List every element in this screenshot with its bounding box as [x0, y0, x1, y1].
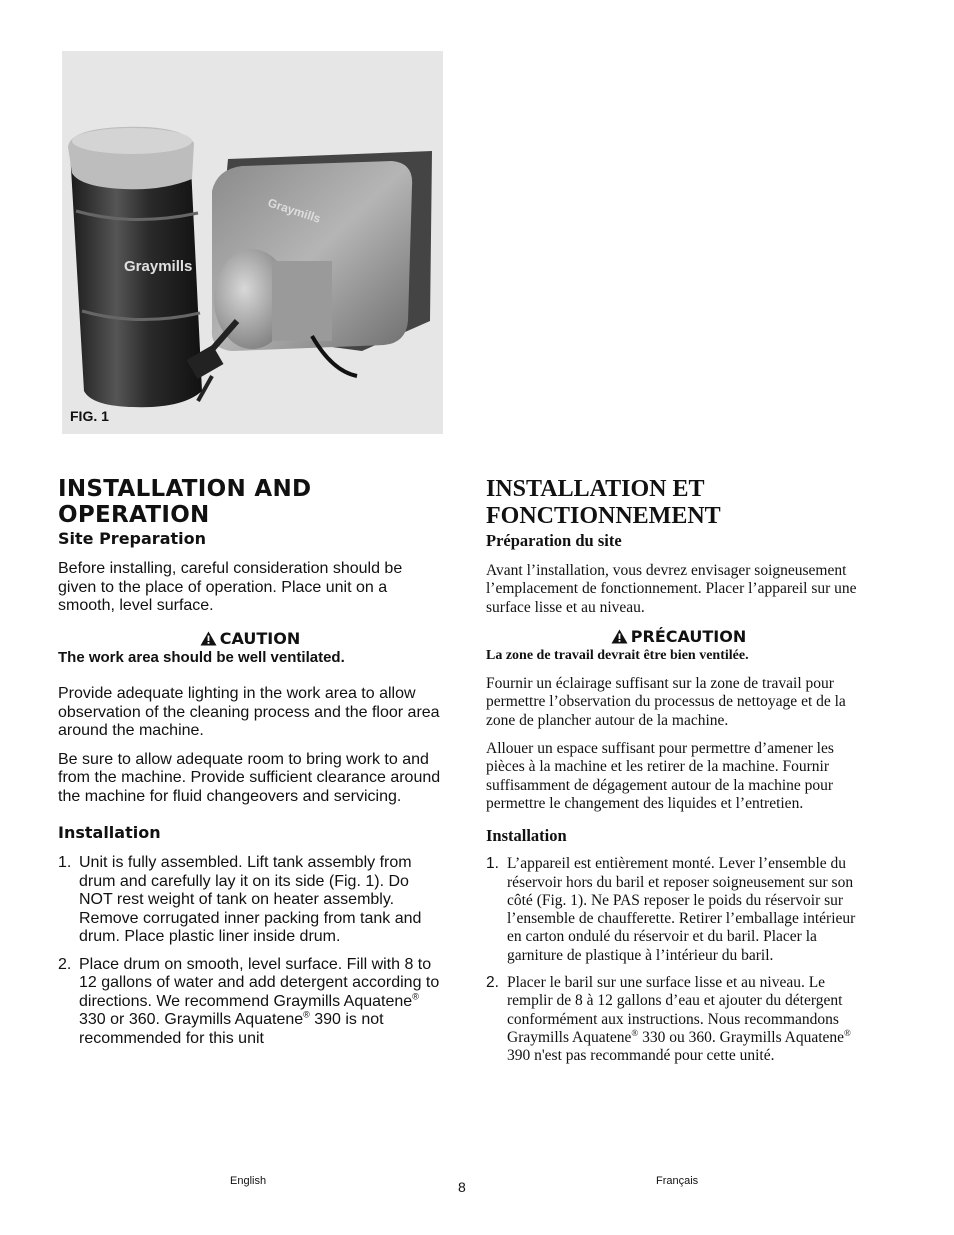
english-room-text: Be sure to allow adequate room to bring work to and from the machine. Provide sufficient clearance around the machine for fluid changeovers and servicing.: [58, 750, 441, 805]
french-installation-heading: Installation: [486, 826, 567, 846]
english-site-text: Before installing, careful consideration should be given to the place of operation. Place unit on a smooth, level surface.: [58, 560, 403, 614]
registered-mark: ®: [412, 991, 419, 1002]
step-text-part: 330 ou 360. Graymills Aquatene: [638, 1028, 845, 1046]
step-number: 1.: [486, 855, 499, 873]
french-caution-heading: [486, 627, 871, 647]
step-number: 2.: [486, 974, 499, 992]
english-caution-text: The work area should be well ventilated.: [58, 648, 345, 666]
english-title: INSTALLATION AND OPERATION: [58, 476, 312, 528]
step-text-part: Place drum on smooth, level surface. Fill with 8 to 12 gallons of water and add detergent according to directions. We recommend Graymills Aquatene: [79, 955, 440, 1010]
english-lighting-text: Provide adequate lighting in the work area to allow observation of the cleaning process and the floor area around the machine.: [58, 685, 440, 739]
step-text-part: Placer le baril sur une surface lisse et au niveau. Le remplir de 8 à 12 gallons d’eau et ajouter du détergent conformément aux instructions. Nous recommandons Graymills Aquatene: [507, 974, 843, 1046]
warning-icon: [200, 631, 217, 646]
list-item: [58, 854, 442, 947]
french-caution-label: PRÉCAUTION: [630, 626, 747, 646]
footer-language-french: Français: [656, 1175, 699, 1187]
french-site-heading: Préparation du site: [486, 531, 622, 550]
registered-mark: ®: [631, 1027, 639, 1038]
figure-photo: [62, 51, 443, 434]
french-caution-text: La zone de travail devrait être bien ventilée.: [486, 647, 749, 663]
tank-brand-text: Graymills: [266, 195, 323, 226]
figure-label: FIG. 1: [70, 408, 109, 424]
parts-washer-illustration: [62, 51, 443, 434]
list-item: [58, 956, 442, 1049]
english-caution-heading: [58, 629, 442, 649]
drum-brand-text: Graymills: [124, 258, 193, 275]
french-room-text: Allouer un espace suffisant pour permettre d’amener les pièces à la machine et les retirer de la machine. Fournir suffisamment de dégagement autour de la machine pour permettre le changement des liquides et l’entretien.: [486, 740, 834, 812]
english-installation-heading: Installation: [58, 823, 161, 842]
list-item: [486, 855, 871, 965]
french-site-text: Avant l’installation, vous devrez envisager soigneusement l’emplacement de fonctionnement. Placer l’appareil sur une surface lisse et au niveau.: [486, 562, 857, 616]
registered-mark: ®: [844, 1027, 851, 1038]
drum: [68, 127, 202, 407]
step-text-part: 390 is not recommended for this unit: [79, 1011, 384, 1047]
footer-language-english: English: [230, 1175, 267, 1187]
registered-mark: ®: [303, 1009, 310, 1020]
list-item: [486, 974, 871, 1065]
french-title: INSTALLATION ET FONCTIONNEMENT: [486, 476, 721, 529]
step-number: 1.: [58, 854, 72, 871]
page-number: 8: [458, 1179, 466, 1195]
step-text: L’appareil est entièrement monté. Lever l’ensemble du réservoir hors du baril et reposer soigneusement sur son côté (Fig. 1). Ne PAS reposer le poids du réservoir sur l’ensemble de chaufferette. Retirer l’emballage intérieur en carton ondulé du réservoir et du baril. Placer la garniture de plastique à l’intérieur du baril.: [507, 855, 856, 964]
french-lighting-text: Fournir un éclairage suffisant sur la zone de travail pour permettre l’observation du processus de nettoyage et de la zone de plancher autour de la machine.: [486, 675, 846, 729]
english-site-heading: Site Preparation: [58, 529, 206, 548]
french-steps: [486, 855, 871, 1065]
step-text-part: 390 n'est pas recommandé pour cette unité.: [507, 1047, 775, 1065]
step-text-part: 330 or 360. Graymills Aquatene: [79, 1011, 304, 1028]
step-number: 2.: [58, 955, 72, 973]
french-column: [486, 476, 871, 1066]
english-steps: [58, 854, 442, 1048]
english-caution-label: CAUTION: [219, 628, 301, 648]
step-text: Unit is fully assembled. Lift tank assembly from drum and carefully lay it on its side (Fig. 1). Do NOT rest weight of tank on heater assembly. Remove corrugated inner packing from tank and drum. Place plastic liner inside drum.: [79, 854, 422, 945]
english-column: [58, 476, 442, 1048]
warning-icon: [611, 629, 628, 644]
